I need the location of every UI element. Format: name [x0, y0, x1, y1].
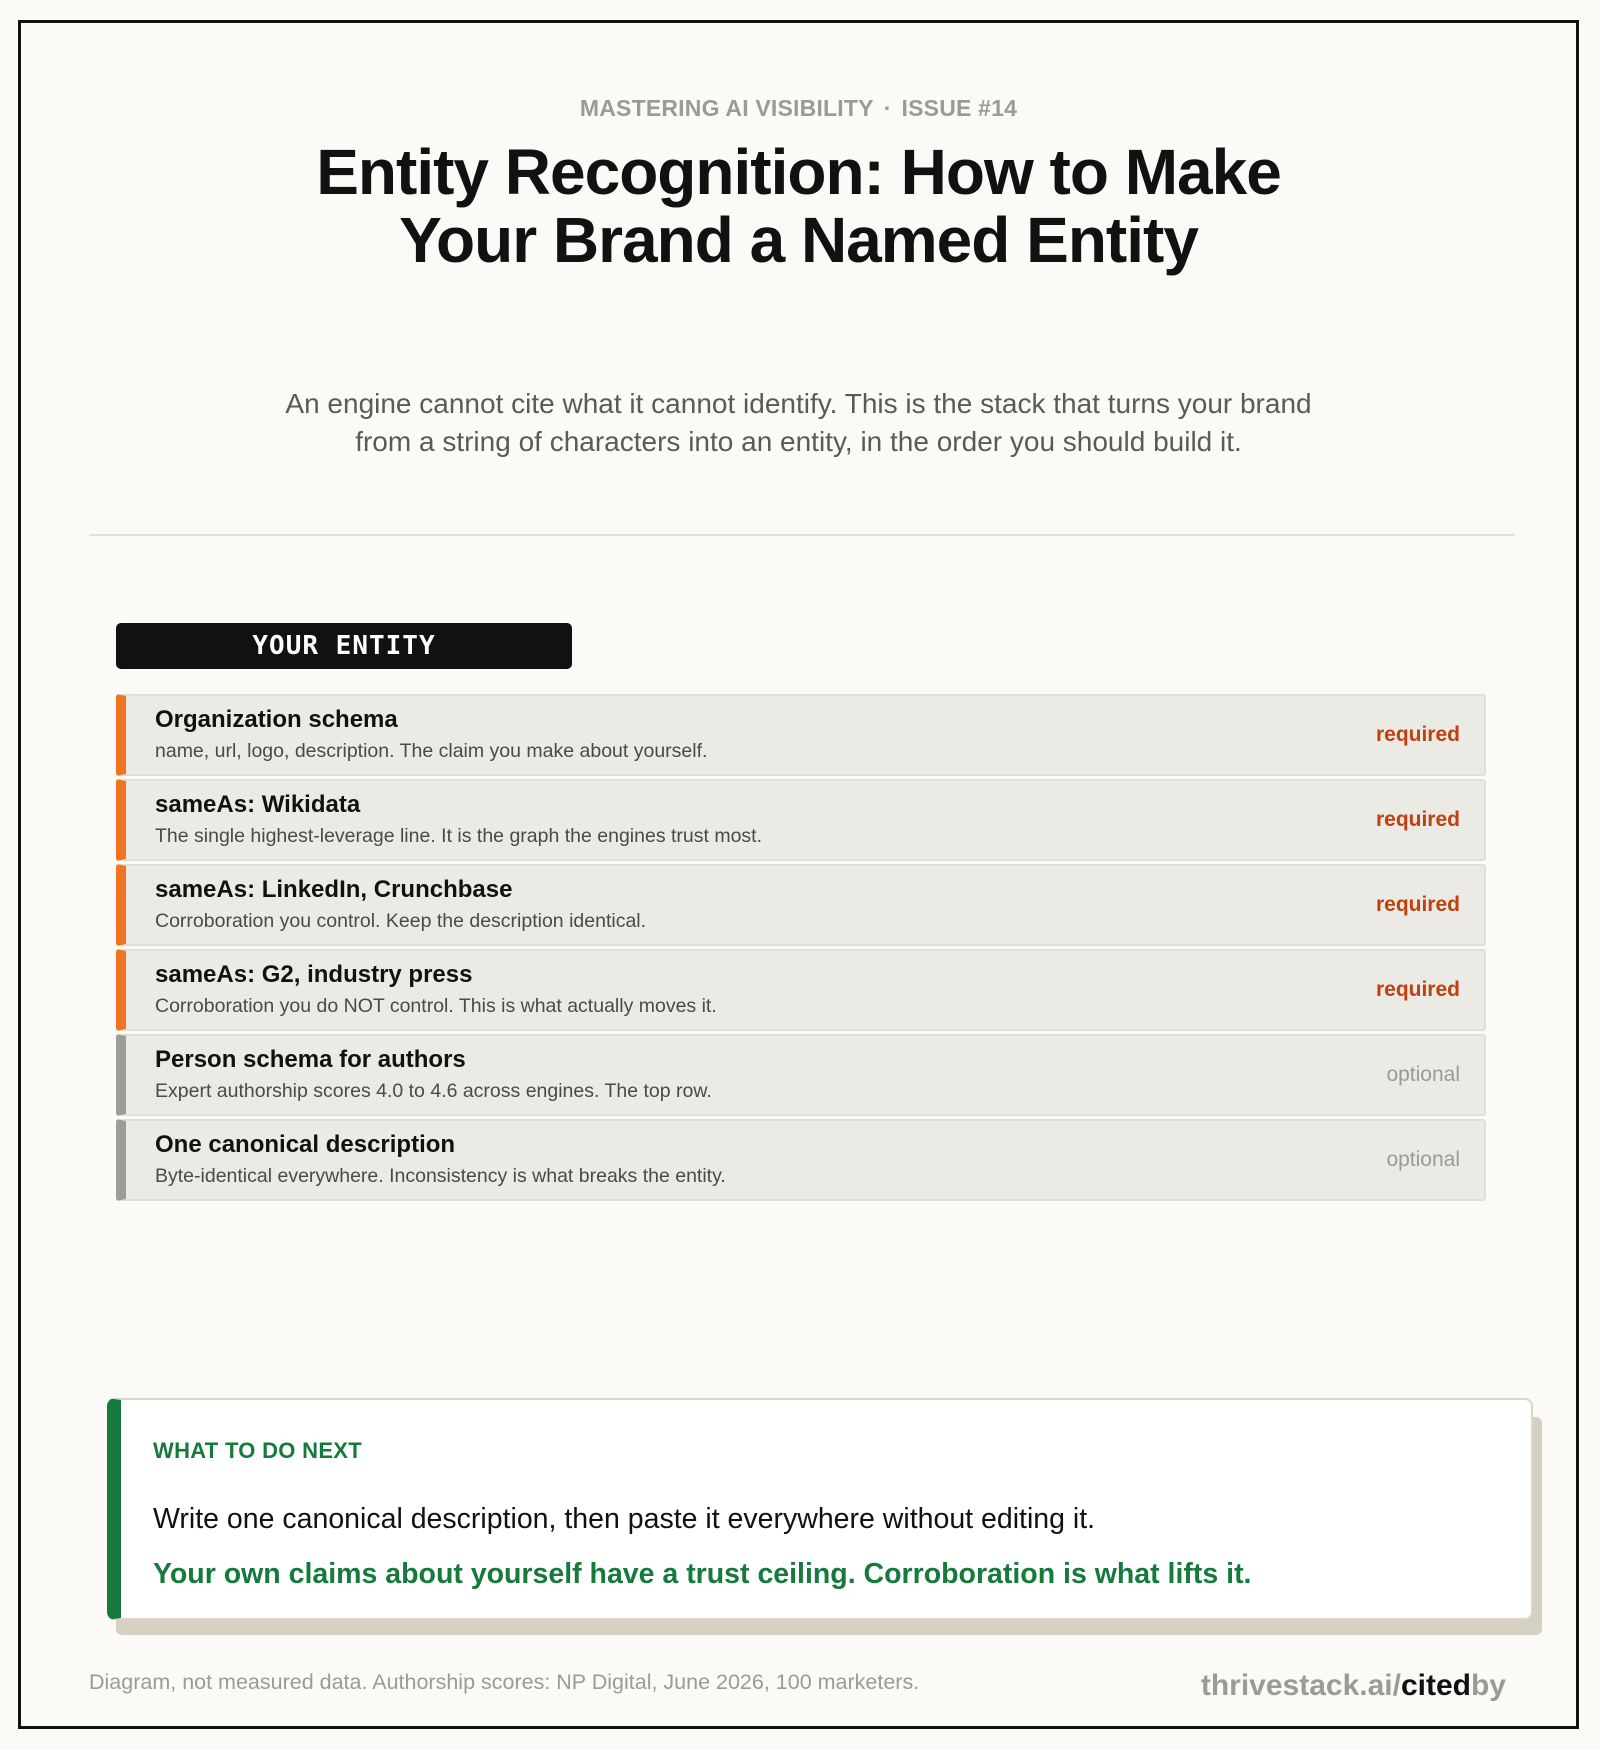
row-title: Person schema for authors [155, 1046, 466, 1073]
intro-line-2: from a string of characters into an entity, in the order you should build it. [355, 426, 1242, 457]
row-title: sameAs: G2, industry press [155, 961, 473, 988]
issue-number: ISSUE #14 [901, 95, 1018, 121]
row-title: sameAs: LinkedIn, Crunchbase [155, 876, 513, 903]
title-line-2: Your Brand a Named Entity [399, 204, 1198, 276]
title-line-1: Entity Recognition: How to Make [316, 136, 1281, 208]
row-title: sameAs: Wikidata [155, 791, 361, 818]
intro-paragraph [21, 385, 1576, 461]
required-badge: required [1375, 808, 1460, 831]
brand-domain: thrivestack.ai/ [1200, 1669, 1401, 1702]
source-footnote: Diagram, not measured data. Authorship scores: NP Digital, June 2026, 100 marketers. [89, 1670, 920, 1694]
brand-cited: cited [1400, 1669, 1471, 1702]
required-badge: required [1375, 723, 1460, 746]
required-badge: required [1375, 893, 1460, 916]
stack-row-person-schema [116, 1034, 1486, 1116]
stack-row-sameas-g2-press [116, 949, 1486, 1031]
page-title [21, 138, 1576, 274]
series-kicker [21, 95, 1576, 122]
section-divider [89, 534, 1515, 536]
row-description: Corroboration you do NOT control. This is what actually moves it. [155, 995, 717, 1017]
brand-by: by [1470, 1669, 1506, 1702]
stack-row-sameas-linkedin-crunchbase [116, 864, 1486, 946]
brand-link[interactable] [1201, 1669, 1506, 1703]
next-steps-emphasis: Your own claims about yourself have a trust ceiling. Corroboration is what lifts it. [153, 1558, 1252, 1590]
optional-badge: optional [1386, 1148, 1460, 1171]
next-steps-card [107, 1398, 1533, 1620]
entity-stack [116, 694, 1486, 1204]
row-description: Corroboration you control. Keep the description identical. [155, 910, 647, 932]
kicker-separator: · [883, 95, 892, 121]
stack-row-canonical-description [116, 1119, 1486, 1201]
row-description: Byte-identical everywhere. Inconsistency is what breaks the entity. [155, 1165, 726, 1187]
series-name: MASTERING AI VISIBILITY [579, 95, 874, 121]
optional-badge: optional [1386, 1063, 1460, 1086]
page-frame [18, 20, 1579, 1729]
entity-stack-header: YOUR ENTITY [116, 623, 572, 669]
row-title: Organization schema [155, 706, 398, 733]
next-steps-label: WHAT TO DO NEXT [153, 1438, 363, 1463]
stack-row-sameas-wikidata [116, 779, 1486, 861]
row-title: One canonical description [155, 1131, 456, 1158]
required-badge: required [1375, 978, 1460, 1001]
stack-row-organization-schema [116, 694, 1486, 776]
row-description: The single highest-leverage line. It is the graph the engines trust most. [155, 825, 763, 847]
intro-line-1: An engine cannot cite what it cannot identify. This is the stack that turns your brand [285, 388, 1312, 419]
row-description: name, url, logo, description. The claim you make about yourself. [155, 740, 708, 762]
row-description: Expert authorship scores 4.0 to 4.6 across engines. The top row. [155, 1080, 712, 1102]
next-steps-text: Write one canonical description, then paste it everywhere without editing it. [153, 1503, 1096, 1535]
